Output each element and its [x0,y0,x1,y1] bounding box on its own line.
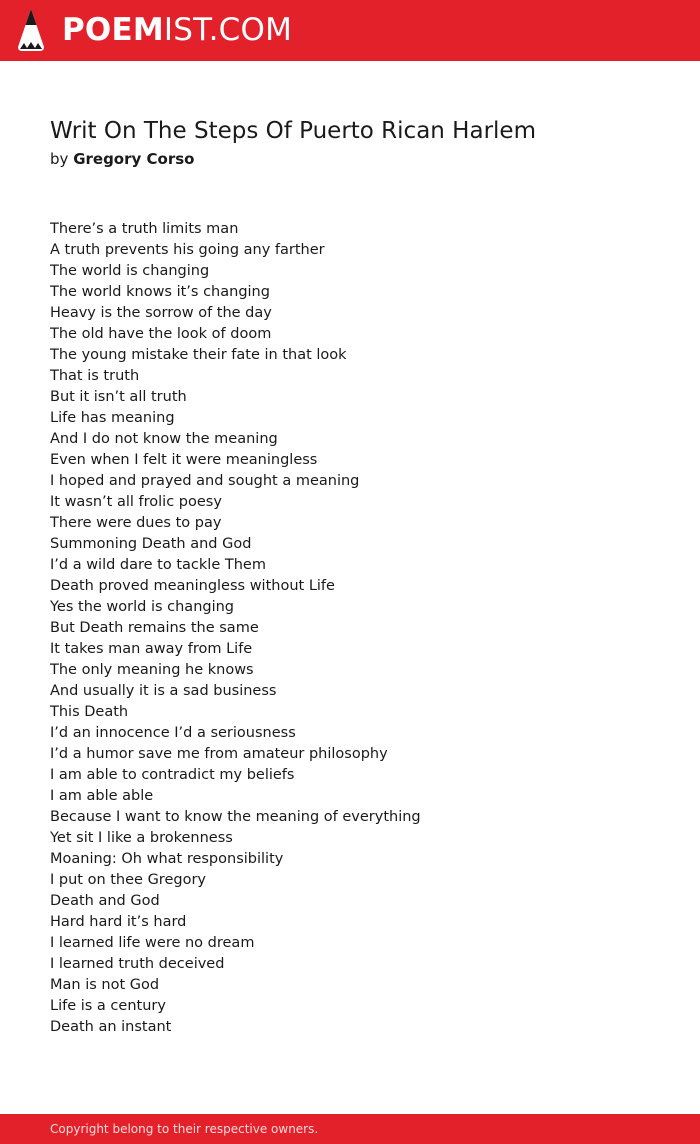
poem-line: That is truth [50,368,140,384]
poem-line: I’d a humor save me from amateur philosophy [50,746,388,762]
site-logo[interactable] [62,12,292,48]
poem-line: The young mistake their fate in that look [50,347,347,363]
poem-line: It wasn’t all frolic poesy [50,494,222,510]
poem-line: The world is changing [50,263,210,279]
poem-byline [50,149,194,169]
poem-line: Yet sit I like a brokenness [50,830,233,846]
poem-line: I’d a wild dare to tackle Them [50,557,266,573]
poem-line: I learned life were no dream [50,935,255,951]
poem-body [50,219,421,1038]
site-header [0,0,700,61]
poem-line: Man is not God [50,977,160,993]
poem-line: I put on thee Gregory [50,872,206,888]
poem-author: Gregory Corso [73,150,195,168]
poem-line: Death proved meaningless without Life [50,578,335,594]
poem-line: Because I want to know the meaning of everything [50,809,421,825]
poem-line: Death an instant [50,1019,172,1035]
poem-line: Yes the world is changing [50,599,235,615]
poem-line: I hoped and prayed and sought a meaning [50,473,360,489]
poem-line: But Death remains the same [50,620,259,636]
logo-text-light: IST.COM [163,12,293,48]
poem-line: Life is a century [50,998,166,1014]
poem-line: Heavy is the sorrow of the day [50,305,272,321]
poem-line: The world knows it’s changing [50,284,270,300]
poem-line: I am able to contradict my beliefs [50,767,295,783]
poem-line: Moaning: Oh what responsibility [50,851,284,867]
poem-line: Summoning Death and God [50,536,252,552]
by-label: by [50,150,69,168]
poem-line: This Death [50,704,129,720]
poem-line: A truth prevents his going any farther [50,242,325,258]
copyright-text: Copyright belong to their respective owners. [50,1122,319,1136]
poem-line: I’d an innocence I’d a seriousness [50,725,296,741]
poem-line: Hard hard it’s hard [50,914,187,930]
poem-line: There were dues to pay [50,515,222,531]
poem-line: I am able able [50,788,154,804]
poem-line: It takes man away from Life [50,641,253,657]
poem-line: There’s a truth limits man [50,221,239,237]
poem-line: And I do not know the meaning [50,431,278,447]
poem-line: Life has meaning [50,410,175,426]
poem-line: But it isn’t all truth [50,389,187,405]
poem-line: The old have the look of doom [50,326,272,342]
pencil-tip-icon[interactable] [18,9,44,51]
logo-text-bold: POEM [62,12,164,48]
site-footer [0,1114,700,1144]
poem-line: Death and God [50,893,160,909]
poem-line: I learned truth deceived [50,956,225,972]
poem-line: The only meaning he knows [50,662,254,678]
poem-line: And usually it is a sad business [50,683,277,699]
poem-title: Writ On The Steps Of Puerto Rican Harlem [50,118,536,144]
poem-line: Even when I felt it were meaningless [50,452,318,468]
